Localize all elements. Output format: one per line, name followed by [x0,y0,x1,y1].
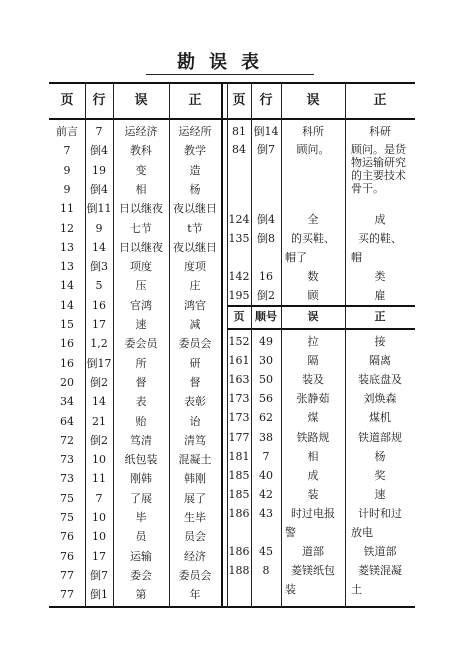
erratum-correct: 接 [374,335,386,348]
erratum-page: 64 [60,414,74,428]
errata-table [49,82,415,608]
erratum-page: 75 [60,511,74,524]
erratum-correct: 表彰 [184,395,206,409]
header-page: 页 [232,93,246,108]
erratum-correct: 夜以继日 [173,202,217,216]
erratum-wrong: 全 [307,213,319,226]
erratum-wrong: 的买鞋、 [291,232,335,245]
erratum-line: 倒2 [90,375,108,389]
erratum-number: 30 [259,354,273,368]
erratum-correct: 菱镁混凝 [358,564,402,577]
erratum-page: 9 [63,163,71,177]
erratum-page: 12 [60,221,74,235]
erratum-line: 倒1 [90,588,108,602]
erratum-correct: 铁道部 [363,545,397,558]
erratum-wrong: 笃清 [130,433,152,447]
erratum-page: 前言 [56,125,78,138]
erratum-wrong: 拉 [307,335,319,348]
erratum-page: 142 [228,270,250,283]
erratum-page: 72 [60,433,74,447]
erratum-wrong: 委会 [130,568,152,582]
header-line: 行 [92,93,106,108]
erratum-wrong: 装 [307,487,319,501]
erratum-line: 19 [92,163,106,177]
erratum-wrong: 刚韩 [130,472,152,486]
erratum-page: 186 [228,545,250,558]
header-page: 页 [60,93,74,108]
erratum-line: 14 [92,240,106,254]
erratum-number: 42 [259,487,273,501]
header-wrong: 误 [307,310,319,323]
erratum-page: 13 [60,240,74,254]
erratum-wrong: 员 [135,530,147,544]
header-line: 行 [259,93,273,108]
erratum-wrong: 相 [135,182,147,196]
erratum-correct: 计时和过 [358,507,402,520]
erratum-wrong: 所 [135,356,147,370]
page-title: 勘误表 [177,52,273,73]
erratum-correct: 韩刚 [184,472,206,486]
header-correct: 正 [374,310,386,323]
erratum-wrong: 道部 [302,545,324,558]
erratum-correct: 刘焕森 [363,392,397,406]
erratum-page: 14 [60,279,74,293]
erratum-wrong: 教科 [130,144,152,158]
header-number: 顺号 [255,310,277,323]
erratum-wrong: 第 [135,588,147,602]
erratum-page: 161 [228,354,250,368]
erratum-wrong: 委会员 [124,337,158,351]
erratum-line: 9 [95,221,103,235]
erratum-correct: 类 [374,270,386,283]
erratum-line: 21 [92,414,106,428]
header-wrong: 误 [306,93,320,108]
header-correct: 正 [373,93,387,108]
erratum-wrong: 纸包装 [124,453,158,467]
erratum-line: 16 [92,298,106,312]
erratum-wrong: 装及 [302,373,324,387]
erratum-correct: 经济 [184,549,206,563]
erratum-wrong: 表 [135,395,147,409]
erratum-correct: 员会 [184,530,206,544]
erratum-line: 10 [92,530,106,544]
erratum-page: 9 [63,182,71,196]
erratum-wrong: 官鸿 [130,298,152,312]
erratum-correct: 教学 [184,144,206,158]
erratum-number: 49 [259,335,273,348]
erratum-correct: 年 [189,588,201,602]
erratum-page: 188 [228,564,250,577]
erratum-page: 77 [60,588,74,602]
erratum-correct: 诒 [189,414,201,428]
erratum-line: 倒2 [90,433,108,447]
erratum-page: 181 [228,449,250,463]
header-page: 页 [233,310,245,323]
erratum-correct: t节 [187,221,203,235]
erratum-line: 倒4 [257,213,275,226]
erratum-line: 倒17 [86,356,112,370]
erratum-correct: 督 [189,375,201,389]
erratum-line: 倒4 [90,144,108,158]
erratum-wrong: 贻 [135,414,147,428]
erratum-page: 173 [228,411,250,425]
erratum-line: 倒7 [90,568,108,582]
erratum-page: 84 [232,143,246,156]
erratum-page: 73 [60,472,74,486]
erratum-wrong: 煤 [307,411,319,425]
erratum-line: 10 [92,511,106,524]
erratum-number: 45 [259,545,273,558]
erratum-wrong: 日以继夜 [119,202,163,216]
erratum-number: 38 [259,430,273,444]
erratum-line: 5 [95,279,103,293]
erratum-correct: 科研 [369,125,391,138]
erratum-wrong: 隔 [307,354,319,368]
erratum-correct: 混凝土 [178,453,212,467]
erratum-correct: 委员会 [178,337,212,351]
erratum-page: 195 [228,289,250,302]
erratum-wrong: 压 [135,279,147,293]
erratum-number: 43 [259,507,273,520]
erratum-line: 倒4 [90,182,108,196]
erratum-line: 倒14 [253,125,279,138]
erratum-correct: 庄 [189,279,201,293]
erratum-correct: 度项 [184,260,206,274]
erratum-wrong-cont: 警 [285,526,296,539]
erratum-wrong: 毕 [135,511,147,524]
erratum-correct: 装底盘及 [358,373,402,387]
erratum-line: 1,2 [90,337,108,351]
erratum-correct-cont: 土 [351,583,362,596]
erratum-correct: 顾问。是货物运输研究的主要技术骨干。 [351,143,406,195]
section-rule [227,328,415,330]
erratum-correct-cont: 帽 [351,251,362,264]
erratum-correct: 展了 [184,491,206,505]
erratum-wrong: 变 [135,163,147,177]
erratum-line: 倒3 [90,260,108,274]
erratum-wrong: 数 [307,270,319,283]
erratum-number: 50 [259,373,273,387]
erratum-line: 倒7 [257,143,275,156]
erratum-line: 10 [92,453,106,467]
erratum-page: 152 [228,335,250,348]
section-rule [227,305,415,307]
erratum-wrong: 成 [307,468,319,482]
erratum-correct: 雇 [374,289,386,302]
erratum-wrong-cont: 装 [285,583,296,596]
erratum-page: 81 [232,125,246,138]
erratum-page: 177 [228,430,250,444]
erratum-page: 11 [60,202,74,216]
erratum-wrong: 项度 [130,260,152,274]
erratum-page: 186 [228,507,250,520]
erratum-correct: 清笃 [184,433,206,447]
erratum-page: 124 [228,213,250,226]
erratum-wrong: 七节 [130,221,152,235]
erratum-correct: 买的鞋、 [358,232,402,245]
erratum-page: 34 [60,395,74,409]
erratum-page: 173 [228,392,250,406]
erratum-page: 77 [60,568,74,582]
erratum-correct: 运经所 [178,125,212,138]
erratum-page: 75 [60,491,74,505]
erratum-wrong: 顾问。 [296,143,330,156]
erratum-page: 7 [63,144,71,158]
erratum-line: 17 [92,318,106,331]
erratum-correct: 委员会 [178,568,212,582]
erratum-wrong: 铁路规 [296,430,330,444]
erratum-correct: 夜以继日 [173,240,217,254]
erratum-page: 163 [228,373,250,387]
erratum-correct: 造 [189,163,201,177]
erratum-line: 14 [92,395,106,409]
erratum-wrong: 速 [135,318,147,331]
erratum-wrong: 菱镁纸包 [291,564,335,577]
erratum-number: 62 [259,411,273,425]
erratum-correct: 奖 [374,468,386,482]
erratum-correct: 铁道部规 [358,430,402,444]
erratum-correct: 速 [374,487,386,501]
erratum-page: 185 [228,487,250,501]
erratum-line: 16 [259,270,273,283]
erratum-correct: 杨 [189,182,201,196]
erratum-correct-cont: 放电 [351,526,373,539]
erratum-page: 16 [60,356,74,370]
erratum-correct: 生毕 [184,511,206,524]
erratum-line: 倒8 [257,232,275,245]
erratum-wrong: 顾 [307,289,319,302]
erratum-page: 185 [228,468,250,482]
erratum-correct: 成 [374,213,386,226]
erratum-page: 14 [60,298,74,312]
erratum-correct: 隔离 [369,354,391,368]
erratum-number: 40 [259,468,273,482]
header-wrong: 误 [134,93,148,108]
erratum-correct: 杨 [374,449,386,463]
erratum-correct: 减 [189,318,201,331]
erratum-wrong: 相 [307,449,319,463]
erratum-number: 7 [262,449,270,463]
erratum-number: 8 [262,564,270,577]
title-underline [146,74,314,75]
erratum-wrong-cont: 帽了 [285,251,307,264]
header-rule [49,118,415,120]
erratum-wrong: 日以继夜 [119,240,163,254]
erratum-line: 7 [95,125,103,138]
erratum-wrong: 科所 [302,125,324,138]
erratum-number: 56 [259,392,273,406]
erratum-page: 135 [228,232,250,245]
erratum-line: 7 [95,491,103,505]
erratum-wrong: 督 [135,375,147,389]
erratum-page: 15 [60,318,74,331]
erratum-wrong: 张静茹 [296,392,330,406]
erratum-page: 20 [60,375,74,389]
erratum-page: 73 [60,453,74,467]
erratum-correct: 研 [189,356,201,370]
header-correct: 正 [188,93,202,108]
erratum-page: 76 [60,549,74,563]
erratum-page: 13 [60,260,74,274]
center-divider [221,84,223,606]
erratum-wrong: 运经济 [124,125,158,138]
erratum-wrong: 了展 [130,491,152,505]
erratum-wrong: 运输 [130,549,152,563]
erratum-wrong: 时过电报 [291,507,335,520]
erratum-page: 16 [60,337,74,351]
erratum-line: 倒11 [86,202,112,216]
erratum-line: 17 [92,549,106,563]
erratum-page: 76 [60,530,74,544]
erratum-correct: 鸿官 [184,298,206,312]
erratum-correct: 煤机 [369,411,391,425]
erratum-line: 11 [92,472,106,486]
erratum-line: 倒2 [257,289,275,302]
